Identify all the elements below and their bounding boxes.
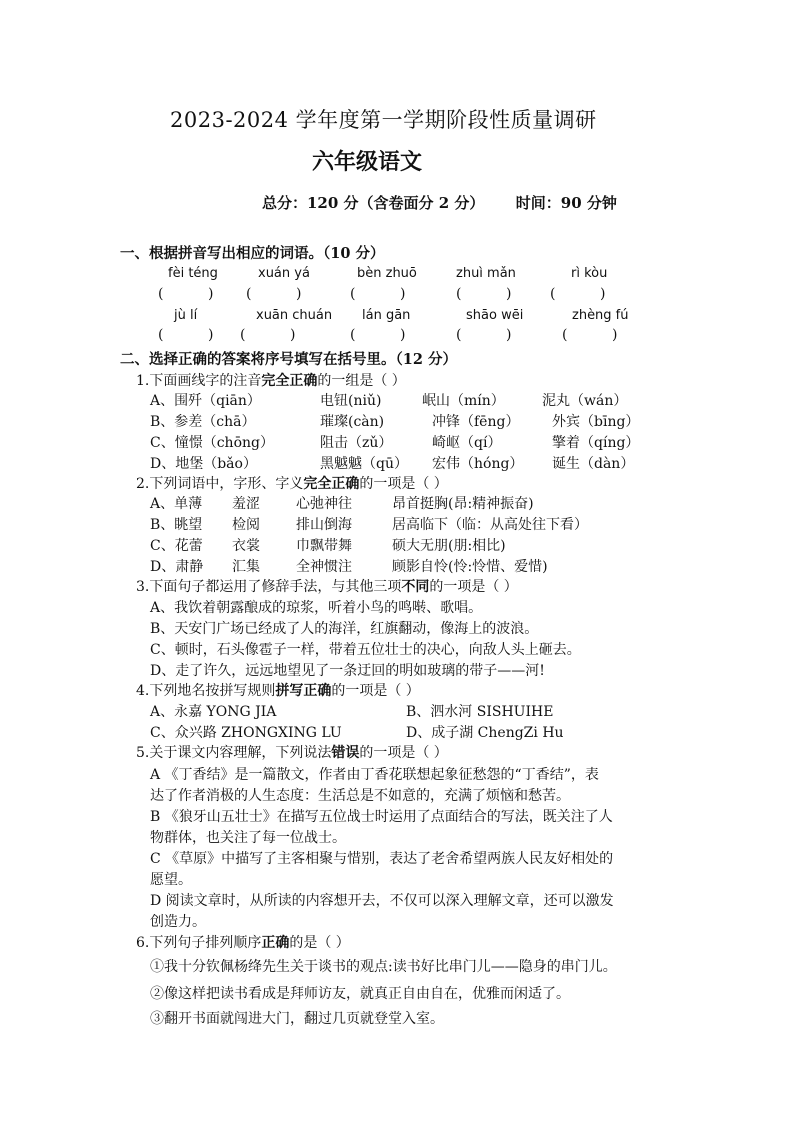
q4-option-c: C、众兴路 ZHONGXING LU [150, 725, 342, 741]
pinyin-2-5: zhèng fú [572, 308, 629, 323]
q1-option-c3: 崎岖（qí） [432, 435, 502, 451]
pinyin-1-2: xuán yá [258, 266, 310, 281]
q2-b-4: 居高临下（临：从高处往下看） [392, 517, 588, 533]
answer-blank[interactable]: ( ) [246, 286, 302, 302]
q5-option-c-line1: C 《草原》中描写了主客相聚与惜别，表达了老舍希望两族人民友好相处的 [150, 851, 614, 867]
answer-blank[interactable]: ( ) [350, 286, 406, 302]
q1-option-c4: 擎着（qíng） [552, 435, 640, 451]
q1-option-b1: B、参差（chā） [150, 414, 256, 430]
q5-option-d-line1: D 阅读文章时，从所读的内容想开去，不仅可以深入理解文章，还可以激发 [150, 893, 614, 909]
q4-option-a: A、永嘉 YONG JIA [150, 704, 277, 720]
q1-option-a3: 岷山（mín） [422, 393, 505, 409]
q2-c-3: 巾飘带舞 [296, 538, 352, 554]
q3-option-d: D、走了许久，远远地望见了一条迂回的明如玻璃的带子——河! [150, 663, 545, 679]
pinyin-2-2: xuān chuán [256, 308, 333, 323]
q1-option-a1: A、围歼（qiān） [150, 393, 261, 409]
q1-option-a2: 电钮(niǔ) [320, 393, 382, 409]
question-1-stem: 1.下面画线字的注音完全正确的一组是（ ） [136, 373, 406, 389]
q5-option-b-line2: 物群体，也关注了每一位战士。 [150, 830, 346, 846]
q2-b-1: B、眺望 [150, 517, 203, 533]
answer-blank[interactable]: ( ) [350, 327, 406, 343]
pinyin-1-3: bèn zhuō [357, 266, 417, 281]
q1-option-d2: 黑魆魆（qū） [320, 456, 408, 472]
q2-d-1: D、肃静 [150, 559, 204, 575]
q2-c-2: 衣裳 [232, 538, 260, 554]
question-2-stem: 2.下列词语中，字形、字义完全正确的一项是（ ） [136, 476, 448, 492]
exam-meta [262, 192, 617, 213]
answer-blank[interactable]: ( ) [550, 286, 606, 302]
q2-a-2: 羞涩 [232, 496, 260, 512]
q6-sentence-3: ③翻开书面就闯进大门，翻过几页就登堂入室。 [150, 1011, 444, 1027]
q2-a-1: A、单薄 [150, 496, 203, 512]
answer-blank[interactable]: ( ) [158, 327, 214, 343]
question-6-stem: 6.下列句子排列顺序正确的是（ ） [136, 935, 350, 951]
answer-blank[interactable]: ( ) [456, 327, 512, 343]
section-2-heading: 二、选择正确的答案将序号填写在括号里。（12 分） [120, 351, 457, 368]
answer-blank[interactable]: ( ) [562, 327, 618, 343]
q2-b-2: 检阅 [232, 517, 260, 533]
q1-option-c2: 阻击（zǔ） [320, 435, 393, 451]
total-score: 总分：120 分（含卷面分 2 分） [262, 194, 485, 212]
q1-option-d3: 宏伟（hóng） [432, 456, 524, 472]
q5-option-a-line1: A 《丁香结》是一篇散文，作者由丁香花联想起象征愁怨的“丁香结”，表 [150, 767, 599, 783]
q3-option-b: B、天安门广场已经成了人的海洋，红旗翻动，像海上的波浪。 [150, 621, 539, 637]
q2-b-3: 排山倒海 [296, 517, 352, 533]
q6-sentence-1: ①我十分钦佩杨绛先生关于谈书的观点:读书好比串门儿——隐身的串门儿。 [150, 959, 617, 975]
q2-d-2: 汇集 [232, 559, 260, 575]
q5-option-a-line2: 达了作者消极的人生态度：生活总是不如意的，充满了烦恼和愁苦。 [150, 788, 570, 804]
q3-option-a: A、我饮着朝露酿成的琼浆，听着小鸟的鸣啭、歌唱。 [150, 600, 483, 616]
question-4-stem: 4.下列地名按拼写规则拼写正确的一项是（ ） [136, 683, 420, 699]
q1-option-d1: D、地堡（bǎo） [150, 456, 257, 472]
exam-title: 2023-2024 学年度第一学期阶段性质量调研 [170, 108, 597, 132]
pinyin-2-1: jù lí [174, 308, 198, 323]
q2-c-1: C、花蕾 [150, 538, 203, 554]
q2-a-4: 昂首挺胸(昂:精神振奋) [392, 496, 534, 512]
answer-blank[interactable]: ( ) [158, 286, 214, 302]
question-3-stem: 3.下面句子都运用了修辞手法，与其他三项不同的一项是（ ） [136, 579, 518, 595]
pinyin-2-3: lán gān [362, 308, 411, 323]
exam-time: 时间：90 分钟 [515, 194, 617, 212]
q1-option-d4: 诞生（dàn） [552, 456, 635, 472]
question-5-stem: 5.关于课文内容理解，下列说法错误的一项是（ ） [136, 745, 448, 761]
q4-option-d: D、成子湖 ChengZi Hu [406, 725, 564, 741]
q1-option-b4: 外宾（bīng） [552, 414, 640, 430]
q5-option-d-line2: 创造力。 [150, 914, 206, 930]
q2-c-4: 硕大无朋(朋:相比) [392, 538, 506, 554]
q4-option-b: B、泗水河 SISHUIHE [406, 704, 554, 720]
pinyin-1-1: fèi téng [168, 266, 218, 281]
q1-option-b3: 冲锋（fēng） [432, 414, 520, 430]
q3-option-c: C、顿时，石头像雹子一样，带着五位壮士的决心，向敌人头上砸去。 [150, 642, 581, 658]
q2-a-3: 心弛神往 [296, 496, 352, 512]
q6-sentence-2: ②像这样把读书看成是拜师访友，就真正自由自在，优雅而闲适了。 [150, 986, 570, 1002]
section-1-heading: 一、根据拼音写出相应的词语。（10 分） [120, 245, 385, 262]
q1-option-c1: C、憧憬（chōng） [150, 435, 274, 451]
q2-d-3: 全神惯注 [296, 559, 352, 575]
answer-blank[interactable]: ( ) [240, 327, 296, 343]
pinyin-2-4: shāo wēi [466, 308, 524, 323]
q5-option-b-line1: B 《狼牙山五壮士》在描写五位战士时运用了点面结合的写法，既关注了人 [150, 809, 613, 825]
q1-option-a4: 泥丸（wán） [542, 393, 628, 409]
q5-option-c-line2: 愿望。 [150, 872, 192, 888]
q1-option-b2: 璀璨(càn) [320, 414, 385, 430]
pinyin-1-5: rì kòu [571, 266, 608, 281]
answer-blank[interactable]: ( ) [456, 286, 512, 302]
pinyin-1-4: zhuì mǎn [456, 266, 516, 281]
exam-subtitle: 六年级语文 [312, 149, 423, 175]
q2-d-4: 顾影自怜(怜:怜惜、爱惜) [392, 559, 548, 575]
